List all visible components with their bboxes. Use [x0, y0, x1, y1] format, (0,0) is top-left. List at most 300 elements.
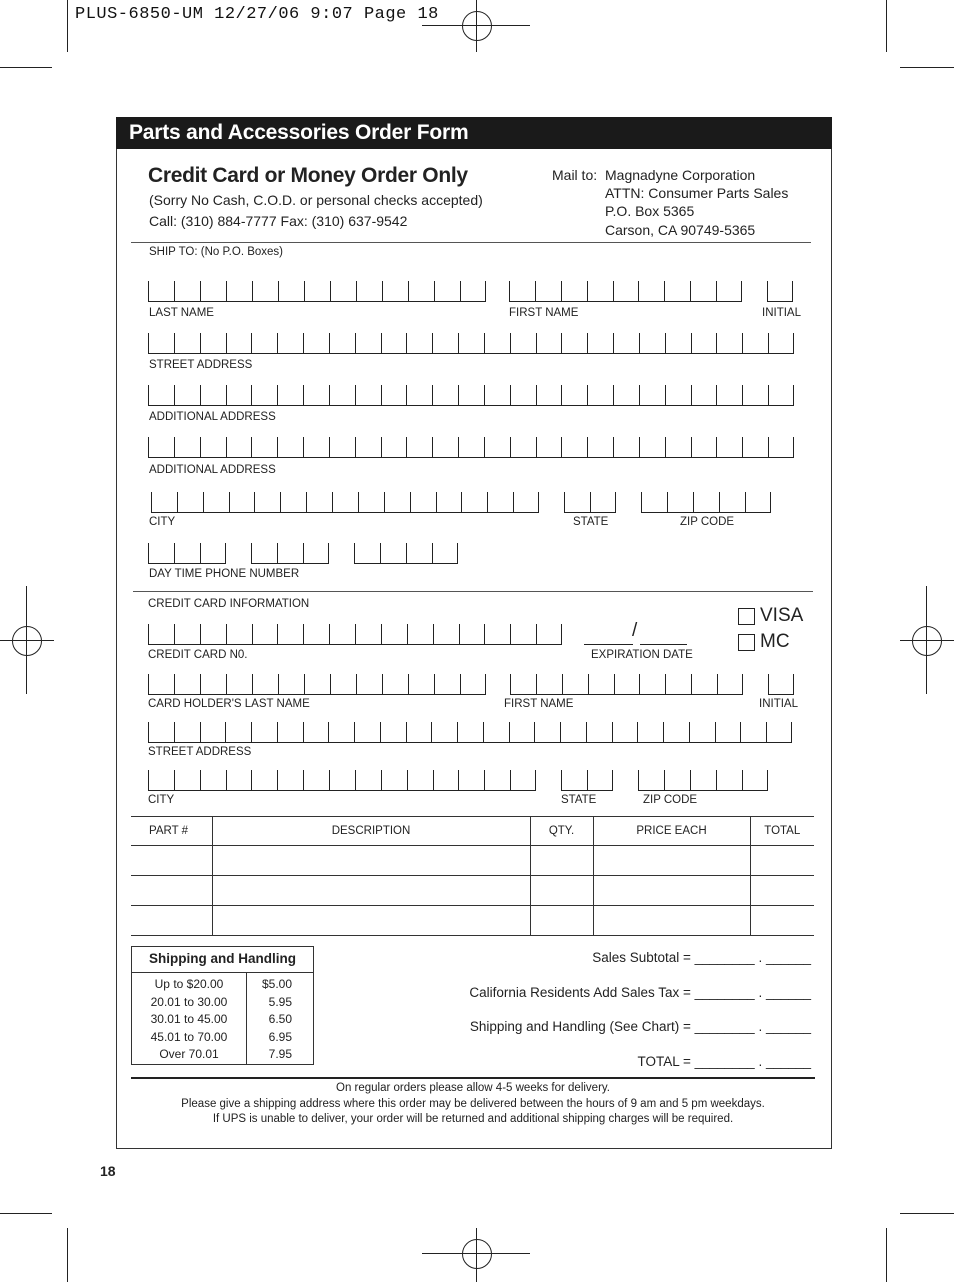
expiration-month-line[interactable]	[584, 644, 633, 645]
box-divider	[433, 624, 434, 644]
mail-line: P.O. Box 5365	[605, 203, 695, 219]
parts-table	[131, 816, 814, 936]
total-cell[interactable]	[750, 906, 814, 936]
box-divider	[742, 674, 743, 694]
box-divider	[432, 385, 433, 405]
box-divider	[510, 333, 511, 353]
box-divider	[561, 770, 562, 790]
box-divider	[252, 281, 253, 301]
box-divider	[329, 437, 330, 457]
box-divider	[328, 722, 329, 742]
box-divider	[665, 674, 666, 694]
box-divider	[561, 624, 562, 644]
box-divider	[332, 492, 333, 512]
phone-prefix-boxes[interactable]	[251, 543, 329, 564]
shipping-chart-title: Shipping and Handling	[132, 947, 313, 973]
table-row[interactable]	[131, 846, 814, 876]
box-divider	[200, 674, 201, 694]
shipping-price: 6.95	[268, 1029, 292, 1044]
box-divider	[561, 333, 562, 353]
box-divider	[613, 333, 614, 353]
initial-box[interactable]	[767, 281, 793, 302]
mc-label: MC	[760, 631, 790, 652]
box-divider	[355, 385, 356, 405]
box-divider	[406, 333, 407, 353]
box-divider	[587, 437, 588, 457]
box-divider	[639, 385, 640, 405]
total-cell[interactable]	[750, 876, 814, 906]
box-divider	[229, 492, 230, 512]
box-divider	[768, 674, 769, 694]
shipping-range: Over 70.01	[159, 1047, 219, 1061]
mail-line: Carson, CA 90749-5365	[605, 222, 756, 238]
box-divider	[277, 333, 278, 353]
box-divider	[251, 437, 252, 457]
col-price-each: PRICE EACH	[593, 817, 750, 846]
box-divider	[719, 492, 720, 512]
box-divider	[177, 492, 178, 512]
box-divider	[356, 674, 357, 694]
mail-line: ATTN: Consumer Parts Sales	[605, 185, 789, 201]
box-divider	[510, 674, 511, 694]
box-divider	[148, 333, 149, 353]
box-divider	[434, 281, 435, 301]
box-divider	[200, 437, 201, 457]
box-divider	[457, 722, 458, 742]
description-cell[interactable]	[212, 876, 530, 906]
qty-cell[interactable]	[530, 906, 593, 936]
box-divider	[436, 492, 437, 512]
box-divider	[226, 674, 227, 694]
box-divider	[613, 281, 614, 301]
box-divider	[226, 333, 227, 353]
box-divider	[586, 722, 587, 742]
box-divider	[432, 333, 433, 353]
box-divider	[277, 770, 278, 790]
box-divider	[690, 770, 691, 790]
box-divider	[715, 722, 716, 742]
box-divider	[356, 281, 357, 301]
box-divider	[484, 770, 485, 790]
footer-note: On regular orders please allow 4-5 weeks for delivery.	[336, 1082, 610, 1094]
crop-mark	[0, 1213, 52, 1214]
table-row[interactable]	[131, 906, 814, 936]
box-divider	[384, 492, 385, 512]
zip-boxes[interactable]	[641, 492, 771, 513]
box-divider	[587, 770, 588, 790]
label-holder-state: STATE	[561, 794, 597, 806]
state-boxes[interactable]	[564, 492, 616, 513]
holder-zip-boxes[interactable]	[638, 770, 768, 791]
box-divider	[354, 722, 355, 742]
box-divider	[148, 543, 149, 563]
phone-area-boxes[interactable]	[148, 543, 226, 564]
crop-mark	[886, 1228, 887, 1282]
box-divider	[277, 385, 278, 405]
crop-mark	[900, 1213, 954, 1214]
box-divider	[277, 437, 278, 457]
additional-address-boxes[interactable]	[148, 385, 794, 406]
table-row[interactable]	[131, 876, 814, 906]
table-header-row	[131, 817, 814, 846]
box-divider	[745, 492, 746, 512]
box-divider	[382, 674, 383, 694]
box-divider	[306, 492, 307, 512]
box-divider	[639, 333, 640, 353]
box-divider	[174, 281, 175, 301]
shipping-range: 20.01 to 30.00	[150, 994, 228, 1009]
box-divider	[226, 281, 227, 301]
box-divider	[148, 281, 149, 301]
box-divider	[434, 674, 435, 694]
box-divider	[536, 333, 537, 353]
holder-city-boxes[interactable]	[148, 770, 536, 791]
col-description: DESCRIPTION	[212, 817, 530, 846]
box-divider	[174, 624, 175, 644]
box-divider	[513, 492, 514, 512]
label-expiration: EXPIRATION DATE	[591, 649, 693, 661]
phone-line-boxes[interactable]	[354, 543, 458, 564]
box-divider	[510, 624, 511, 644]
price-cell[interactable]	[593, 906, 750, 936]
crop-mark	[900, 67, 954, 68]
box-divider	[200, 624, 201, 644]
shipping-range: Up to $20.00	[154, 977, 224, 991]
box-divider	[716, 281, 717, 301]
box-divider	[174, 333, 175, 353]
box-divider	[588, 674, 589, 694]
box-divider	[689, 722, 690, 742]
box-divider	[303, 543, 304, 563]
box-divider	[641, 492, 642, 512]
mc-checkbox[interactable]	[738, 634, 755, 651]
box-divider	[381, 770, 382, 790]
label-additional-address: ADDITIONAL ADDRESS	[149, 464, 276, 476]
box-divider	[484, 385, 485, 405]
box-divider	[200, 543, 201, 563]
box-divider	[432, 437, 433, 457]
footer-note: Please give a shipping address where this order may be delivered between the hours of 9 am and 5 pm weekdays.	[181, 1098, 765, 1110]
box-divider	[252, 674, 253, 694]
box-divider	[407, 770, 408, 790]
box-divider	[251, 385, 252, 405]
box-divider	[538, 492, 539, 512]
box-divider	[665, 385, 666, 405]
box-divider	[330, 674, 331, 694]
description-cell[interactable]	[212, 846, 530, 876]
box-divider	[564, 492, 565, 512]
box-divider	[587, 385, 588, 405]
box-divider	[793, 333, 794, 353]
last-name-boxes[interactable]	[148, 281, 486, 302]
box-divider	[380, 543, 381, 563]
label-state: STATE	[573, 516, 609, 528]
box-divider	[693, 492, 694, 512]
qty-cell[interactable]	[530, 876, 593, 906]
box-divider	[638, 281, 639, 301]
sales-tax[interactable]: California Residents Add Sales Tax = ________ . ______	[469, 985, 811, 1000]
label-first-name: FIRST NAME	[509, 307, 579, 319]
part-cell[interactable]	[131, 906, 212, 936]
box-divider	[535, 770, 536, 790]
box-divider	[304, 281, 305, 301]
col-part-number: PART #	[131, 817, 212, 846]
box-divider	[304, 674, 305, 694]
box-divider	[535, 281, 536, 301]
box-divider	[252, 624, 253, 644]
box-divider	[277, 543, 278, 563]
box-divider	[509, 722, 510, 742]
box-divider	[613, 437, 614, 457]
box-divider	[716, 385, 717, 405]
box-divider	[303, 722, 304, 742]
grand-total[interactable]: TOTAL = ________ . ______	[637, 1054, 811, 1069]
price-cell[interactable]	[593, 876, 750, 906]
box-divider	[174, 437, 175, 457]
box-divider	[716, 333, 717, 353]
label-holder-street: STREET ADDRESS	[148, 746, 252, 758]
box-divider	[406, 437, 407, 457]
holder-street-boxes[interactable]	[148, 722, 792, 743]
box-divider	[534, 722, 535, 742]
footer-note: If UPS is unable to deliver, your order will be returned and additional shipping charges will be required.	[212, 1113, 734, 1125]
additional-address-boxes[interactable]	[148, 437, 794, 458]
box-divider	[226, 437, 227, 457]
box-divider	[406, 543, 407, 563]
shipping-price: $5.00	[261, 977, 292, 991]
city-boxes[interactable]	[151, 492, 539, 513]
box-divider	[742, 770, 743, 790]
box-divider	[590, 492, 591, 512]
box-divider	[280, 492, 281, 512]
box-divider	[742, 385, 743, 405]
divider	[131, 242, 811, 243]
box-divider	[485, 281, 486, 301]
box-divider	[148, 674, 149, 694]
shipping-range: 30.01 to 45.00	[150, 1012, 228, 1026]
ship-to-heading: SHIP TO: (No P.O. Boxes)	[149, 246, 284, 258]
box-divider	[381, 624, 382, 644]
box-divider	[461, 492, 462, 512]
credit-card-number-boxes[interactable]	[148, 624, 562, 645]
box-divider	[768, 437, 769, 457]
box-divider	[665, 333, 666, 353]
payment-note: (Sorry No Cash, C.O.D. or personal checks accepted)	[149, 192, 483, 208]
crop-mark	[886, 0, 887, 52]
box-divider	[410, 492, 411, 512]
box-divider	[717, 674, 718, 694]
box-divider	[330, 281, 331, 301]
box-divider	[510, 385, 511, 405]
box-divider	[200, 722, 201, 742]
label-phone: DAY TIME PHONE NUMBER	[149, 568, 300, 580]
box-divider	[766, 722, 767, 742]
box-divider	[716, 437, 717, 457]
box-divider	[277, 722, 278, 742]
box-divider	[254, 492, 255, 512]
box-divider	[690, 281, 691, 301]
payment-heading: Credit Card or Money Order Only	[148, 164, 468, 187]
box-divider	[484, 333, 485, 353]
first-name-boxes[interactable]	[509, 281, 742, 302]
col-qty: QTY.	[530, 817, 593, 846]
box-divider	[792, 281, 793, 301]
box-divider	[277, 624, 278, 644]
label-holder-city: CITY	[148, 794, 175, 806]
box-divider	[148, 385, 149, 405]
box-divider	[355, 333, 356, 353]
box-divider	[174, 770, 175, 790]
label-initial: INITIAL	[762, 307, 801, 319]
box-divider	[793, 385, 794, 405]
box-divider	[458, 437, 459, 457]
box-divider	[691, 385, 692, 405]
price-cell[interactable]	[593, 846, 750, 876]
box-divider	[740, 722, 741, 742]
shipping-range: 45.01 to 70.00	[150, 1029, 228, 1044]
box-divider	[793, 674, 794, 694]
shipping-chart-divider	[246, 973, 247, 1064]
box-divider	[226, 770, 227, 790]
phone-fax: Call: (310) 884-7777 Fax: (310) 637-9542	[149, 213, 408, 229]
label-city: CITY	[149, 516, 176, 528]
qty-cell[interactable]	[530, 846, 593, 876]
box-divider	[768, 385, 769, 405]
printer-slug: PLUS-6850-UM 12/27/06 9:07 Page 18	[75, 5, 439, 24]
box-divider	[407, 624, 408, 644]
box-divider	[487, 492, 488, 512]
box-divider	[203, 492, 204, 512]
crop-mark	[67, 1228, 68, 1282]
visa-label: VISA	[760, 605, 804, 626]
label-street-address: STREET ADDRESS	[149, 359, 253, 371]
box-divider	[536, 385, 537, 405]
box-divider	[355, 624, 356, 644]
credit-card-heading: CREDIT CARD INFORMATION	[148, 598, 310, 610]
label-holder-first-name: FIRST NAME	[504, 698, 574, 710]
box-divider	[484, 437, 485, 457]
box-divider	[664, 281, 665, 301]
box-divider	[200, 770, 201, 790]
box-divider	[561, 281, 562, 301]
box-divider	[251, 333, 252, 353]
box-divider	[536, 624, 537, 644]
box-divider	[587, 333, 588, 353]
box-divider	[768, 333, 769, 353]
box-divider	[432, 543, 433, 563]
description-cell[interactable]	[212, 906, 530, 936]
box-divider	[457, 543, 458, 563]
shipping-price: 6.50	[268, 1012, 292, 1026]
label-zip: ZIP CODE	[680, 516, 735, 528]
street-address-boxes[interactable]	[148, 333, 794, 354]
box-divider	[664, 770, 665, 790]
box-divider	[406, 722, 407, 742]
box-divider	[612, 722, 613, 742]
box-divider	[278, 281, 279, 301]
box-divider	[303, 624, 304, 644]
expiration-year-line[interactable]	[640, 644, 687, 645]
shipping-handling-total[interactable]: Shipping and Handling (See Chart) = ________ . ______	[469, 1019, 811, 1034]
form-title: Parts and Accessories Order Form	[116, 117, 832, 149]
sales-subtotal[interactable]: Sales Subtotal = ________ . ______	[592, 950, 811, 965]
box-divider	[174, 722, 175, 742]
part-cell[interactable]	[131, 876, 212, 906]
shipping-price: 5.95	[268, 994, 292, 1009]
box-divider	[767, 770, 768, 790]
holder-first-name-boxes[interactable]	[510, 674, 743, 695]
box-divider	[485, 674, 486, 694]
box-divider	[613, 385, 614, 405]
holder-initial-box[interactable]	[768, 674, 794, 695]
box-divider	[433, 770, 434, 790]
box-divider	[665, 437, 666, 457]
shipping-price: 7.95	[268, 1047, 292, 1061]
holder-last-name-boxes[interactable]	[148, 674, 486, 695]
box-divider	[303, 333, 304, 353]
box-divider	[354, 543, 355, 563]
box-divider	[226, 385, 227, 405]
holder-state-boxes[interactable]	[561, 770, 613, 791]
label-card-number: CREDIT CARD N0.	[148, 649, 248, 661]
label-holder-last-name: CARD HOLDER'S LAST NAME	[148, 698, 310, 710]
box-divider	[612, 770, 613, 790]
box-divider	[458, 770, 459, 790]
box-divider	[148, 624, 149, 644]
box-divider	[329, 624, 330, 644]
label-last-name: LAST NAME	[149, 307, 214, 319]
box-divider	[615, 492, 616, 512]
box-divider	[358, 492, 359, 512]
box-divider	[408, 281, 409, 301]
box-divider	[741, 281, 742, 301]
box-divider	[200, 385, 201, 405]
box-divider	[381, 333, 382, 353]
box-divider	[691, 333, 692, 353]
box-divider	[328, 543, 329, 563]
box-divider	[509, 281, 510, 301]
box-divider	[381, 385, 382, 405]
box-divider	[303, 770, 304, 790]
box-divider	[355, 437, 356, 457]
box-divider	[614, 674, 615, 694]
divider	[131, 1077, 815, 1079]
box-divider	[251, 770, 252, 790]
box-divider	[587, 281, 588, 301]
part-cell[interactable]	[131, 846, 212, 876]
box-divider	[561, 385, 562, 405]
box-divider	[560, 722, 561, 742]
box-divider	[459, 624, 460, 644]
box-divider	[667, 492, 668, 512]
col-total: TOTAL	[750, 817, 814, 846]
crop-mark	[67, 0, 68, 52]
visa-checkbox[interactable]	[738, 608, 755, 625]
box-divider	[536, 437, 537, 457]
box-divider	[637, 722, 638, 742]
box-divider	[536, 674, 537, 694]
box-divider	[408, 674, 409, 694]
box-divider	[510, 437, 511, 457]
box-divider	[174, 674, 175, 694]
label-holder-zip: ZIP CODE	[643, 794, 698, 806]
divider	[133, 591, 813, 592]
box-divider	[278, 674, 279, 694]
box-divider	[329, 333, 330, 353]
box-divider	[510, 770, 511, 790]
box-divider	[174, 543, 175, 563]
total-cell[interactable]	[750, 846, 814, 876]
